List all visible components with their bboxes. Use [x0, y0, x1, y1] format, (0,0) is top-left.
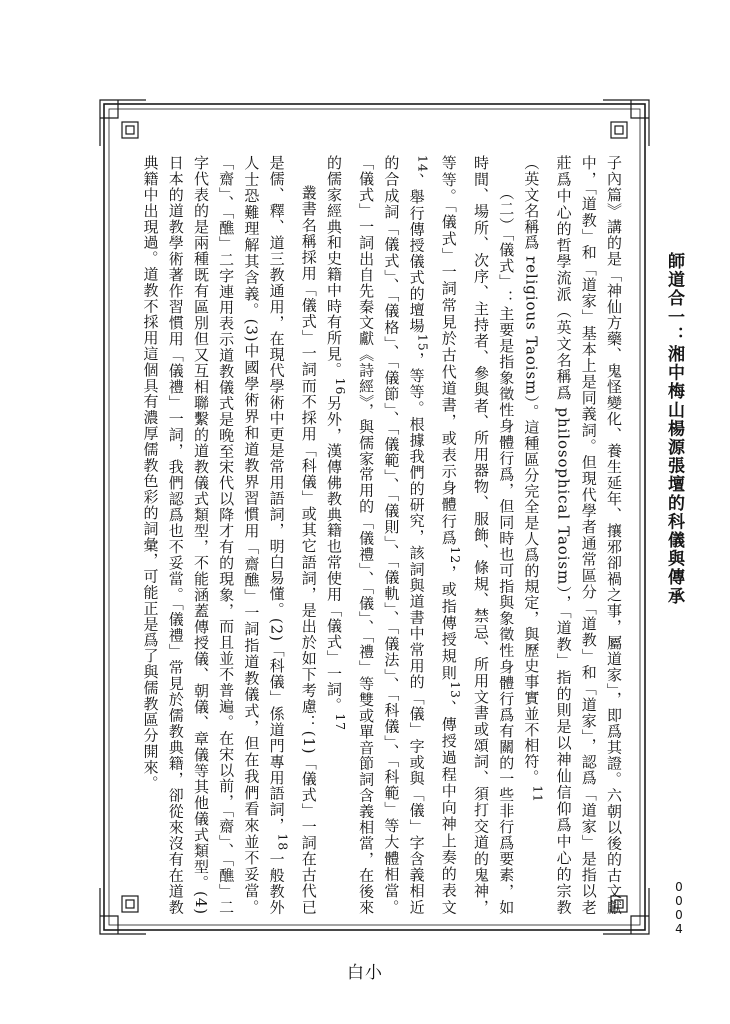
paragraph-text: 、傳授過程中向神上奏的表文: [439, 698, 458, 915]
paragraph-text: 子內篇》講的是「神仙方藥、鬼怪變化、養生延年、攘邪卻禍之事，屬道家」，即爲其證。六朝以後的古文獻中，「道教」和「道家」基本上是同義詞。但現代學者通常區分「道教」和「道家」，認爲「道家」是指以老莊爲中心的哲學流派（英文名稱爲 philosophical Taoism），「道教」指的則是以神仙信仰爲中心的宗教（英文名稱爲 religious Taoism）。這種區分完全是人爲的規定，與歷史事實並不相符。: [522, 155, 623, 915]
paragraph-text: ，等等。根據我們的研究，該詞與道書中常用的「儀」字或與「儀」字含義相近的合成詞「儀式」、「儀格」、「儀節」、「儀範」、「儀則」、「儀軌」、「儀法」、「科儀」、「科範」等大體相當。「儀式」一詞出自先秦文獻《詩經》，與儒家常用的「儀禮」、「儀」、「禮」等雙或單音節詞含義相當，在後來的儒家經典和史籍中時有所見。: [324, 155, 426, 916]
body-text: [141, 155, 626, 916]
paragraph-text: 叢書名稱採用「儀式」一詞而不採用「科儀」或其它語詞，是出於如下考慮：(1)「儀式」一詞在古代已是儒、釋、道三教通用，在現代學術中更是常用語詞，明白易懂。(2)「科儀」係道門專用語詞，: [267, 155, 318, 915]
footnote-ref-15: 15: [415, 333, 431, 352]
footer-name: 白小: [347, 963, 383, 983]
footnote-ref-11: 11: [530, 785, 546, 803]
running-header: 師道合一：湘中梅山楊源張壇的科儀與傳承: [664, 252, 684, 606]
paragraph-yishi-definition: [321, 155, 518, 915]
paragraph-series-naming: [137, 155, 320, 915]
paragraph-text: 一般教外人士恐難理解其含義。(3)中國學術界和道教界習慣用「齋醮」一詞指道教儀式，但在我們看來並不妥當。「齋」、「醮」二字連用表示道教儀式是晚至宋代以降才有的現象，而且並不普遍。在宋以前，「齋」、「醮」二字代表的是兩種既有區別但又互相聯繫的道教儀式類型，不能涵蓋傳授儀、朝儀、章儀等其他儀式類型。(4)日本的道教學術著作習慣用「儀禮」一詞，我們認爲也不妥當。「儀禮」常見於儒教典籍，卻從來沒有在道教典籍中出現過。道教不採用這個具有濃厚儒教色彩的詞彙，可能正是爲了與儒教區分開來。: [141, 155, 286, 915]
footnote-ref-14: 14: [415, 155, 431, 173]
footnote-ref-13: 13: [447, 681, 463, 699]
paragraph-text: 另外，漢傳佛教典籍也常使用「儀式」一詞。: [324, 395, 343, 714]
paragraph-text: 、舉行傳授儀式的壇場: [407, 172, 426, 334]
footnote-ref-12: 12: [447, 546, 463, 565]
corner-ornament-top-left: [100, 100, 146, 146]
paragraph-daojiao-daojia: [518, 155, 626, 915]
footnote-ref-18: 18: [275, 833, 291, 852]
corner-ornament-top-right: [603, 100, 649, 146]
paragraph-text: （二）「儀式」：主要是指象徵性身體行爲，但同時也可指與象徵性身體行爲有關的一些非行爲要素，如時間、場所、次序、主持者、參與者、所用器物、服飾、條規、禁忌、所用文書或頌詞、須打交道的鬼神，等等。「儀式」一詞常見於古代道書，或表示身體行爲: [439, 155, 516, 915]
footnote-ref-16: 16: [332, 377, 348, 396]
paragraph-text: ，或指傳授規則: [439, 564, 458, 682]
footnote-ref-17: 17: [332, 713, 348, 732]
page-number: 0004: [672, 880, 686, 936]
